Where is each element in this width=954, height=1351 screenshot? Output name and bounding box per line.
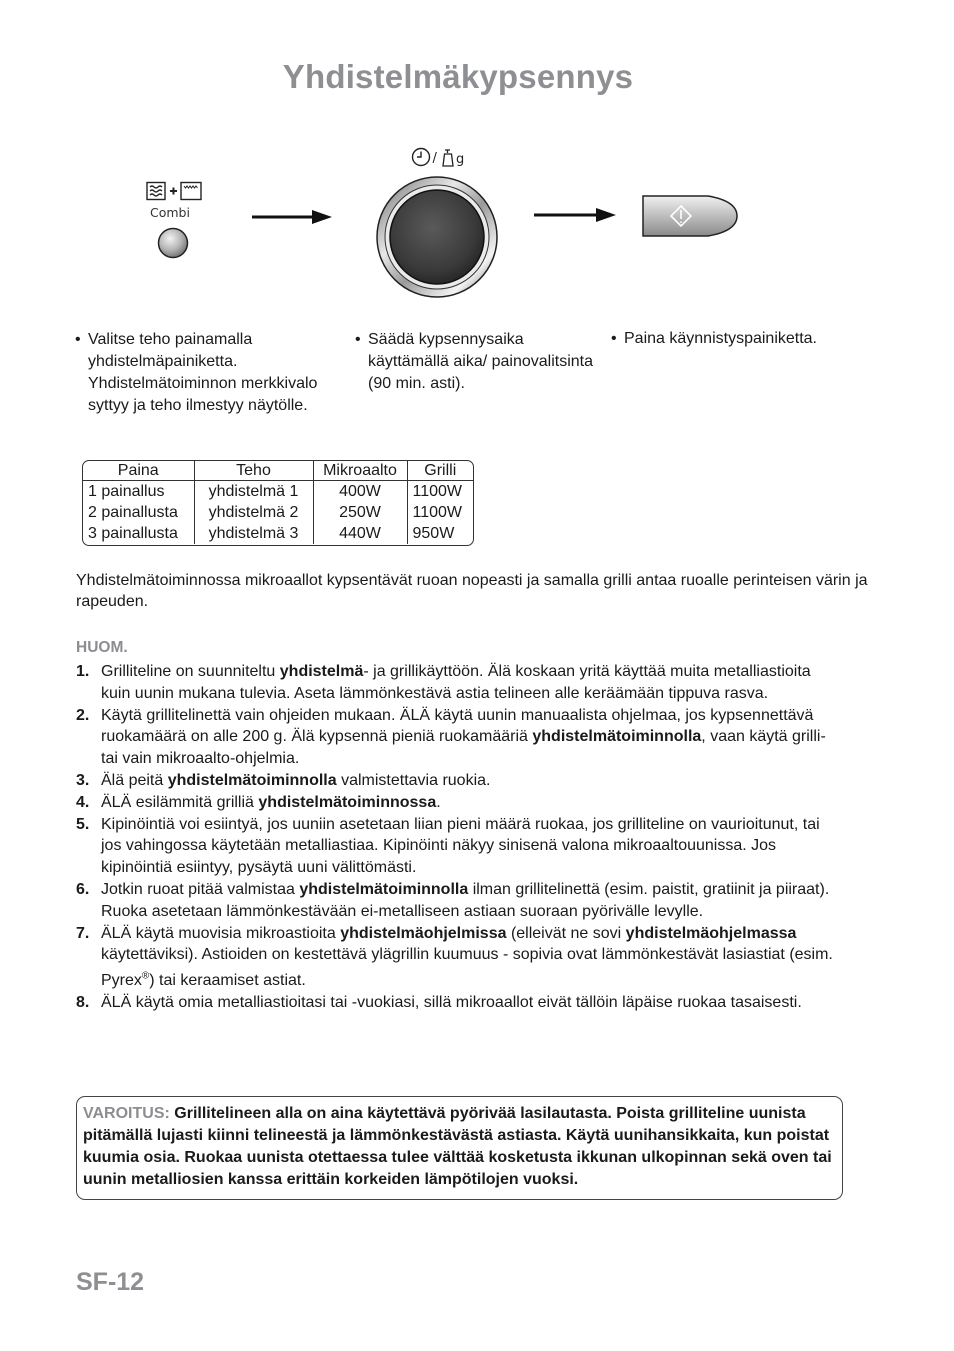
note-text	[101, 994, 802, 1011]
note-fragment: Kipinöintiä voi esiintyä, jos uuniin asetetaan liian pieni määrä ruokaa, jos grilliteline on vaurioitunut, tai jos vahingossa käytetään metalliastiaa. Kipinöinti näkyy sinisenä valona mikroaaltouunissa. Jos kipinöintiä esiintyy, pysäytä uuni välittömästi.	[101, 815, 820, 877]
note-fragment: , vaan käytä grilli- tai vain mikroaalto-ohjelmia.	[101, 728, 826, 768]
timer-weight-icon	[408, 146, 470, 168]
note-emphasis: yhdistelmä	[279, 663, 364, 680]
table-header-row	[83, 461, 473, 481]
instruction-3	[611, 328, 861, 350]
instruction-text: Säädä kypsennysaika käyttämällä aika/ painovalitsinta (90 min. asti).	[368, 331, 594, 392]
note-fragment: .	[436, 793, 441, 811]
note-item	[76, 814, 844, 879]
note-emphasis: yhdistelmäohjelmissa	[340, 924, 507, 942]
note-item	[76, 770, 844, 792]
column-header: Paina	[83, 461, 194, 481]
note-number: 4.	[76, 793, 90, 811]
note-text	[101, 663, 811, 702]
warning-text: Grillitelineen alla on aina käytettävä pyörivää lasilautasta. Poista grilliteline uunista pitämällä lujasti kiinni telineestä ja lämmönkestävästä astiasta. Käytä uunihansikkaita, kun poistat kuumia osia. Ruokaa uunista otettaessa tulee välttää kosketusta ikkunan ulkopinnan sekä oven tai uunin metalliosien kanssa erittäin korkeiden lämpötilojen vuoksi.	[83, 1105, 832, 1188]
note-fragment: ) tai keraamiset astiat.	[149, 972, 306, 990]
table-cell: 1100W	[407, 502, 473, 523]
arrow-right-icon	[252, 207, 332, 227]
intro-paragraph: Yhdistelmätoiminnossa mikroaallot kypsentävät ruoan nopeasti ja samalla grilli antaa ruoalle perinteisen värin ja rapeuden.	[76, 572, 868, 610]
note-fragment: ÄLÄ käytä muovisia mikroastioita	[101, 924, 341, 942]
table-cell: 250W	[313, 502, 407, 523]
warning-label: VAROITUS:	[83, 1105, 170, 1122]
dial-icon-unit: g	[456, 152, 465, 167]
bullet: •	[611, 330, 617, 347]
table-cell: yhdistelmä 3	[194, 523, 313, 544]
instruction-text: Valitse teho painamalla yhdistelmäpainiketta. Yhdistelmätoiminnon merkkivalo syttyy ja teho ilmestyy näytölle.	[88, 331, 318, 414]
microwave-grill-icon	[146, 181, 206, 201]
instruction-text: Paina käynnistyspainiketta.	[624, 330, 817, 347]
note-text	[101, 925, 833, 990]
combi-button[interactable]	[157, 227, 189, 259]
note-emphasis: yhdistelmätoiminnolla	[299, 880, 469, 898]
table-row	[83, 502, 473, 523]
time-weight-dial[interactable]	[374, 175, 500, 299]
column-header: Mikroaalto	[313, 461, 407, 481]
notes-list	[76, 661, 844, 1014]
page-title: Yhdistelmäkypsennys	[282, 58, 634, 95]
note-fragment: valmistettavia ruokia.	[336, 771, 491, 789]
arrow-right-icon	[534, 205, 616, 225]
note-number: 1.	[76, 663, 90, 680]
note-fragment: Älä peitä	[101, 771, 168, 789]
start-button[interactable]	[640, 193, 740, 239]
combi-label: Combi	[150, 205, 190, 220]
note-emphasis: yhdistelmäohjelmassa	[625, 924, 797, 942]
note-fragment: ÄLÄ esilämmitä grilliä	[101, 793, 259, 811]
note-number: 8.	[76, 994, 90, 1012]
table-row	[83, 523, 473, 544]
note-text	[101, 772, 490, 789]
table-cell: 1100W	[407, 481, 473, 503]
note-item	[76, 923, 844, 993]
note-item	[76, 992, 844, 1014]
note-fragment: ÄLÄ käytä omia metalliastioitasi tai -vuokiasi, sillä mikroaallot eivät tällöin läpäise ruokaa tasaisesti.	[101, 994, 802, 1012]
note-number: 3.	[76, 771, 90, 789]
note-text	[101, 816, 820, 877]
note-fragment: Jotkin ruoat pitää valmistaa	[101, 880, 300, 898]
note-fragment: ®	[141, 971, 150, 983]
instruction-1	[75, 329, 355, 417]
table-cell: 1 painallus	[88, 483, 165, 500]
table-cell: 400W	[313, 481, 407, 503]
note-item	[76, 879, 844, 923]
note-fragment: Grilliteline on suunniteltu	[101, 663, 280, 680]
note-emphasis: yhdistelmätoiminnolla	[532, 728, 702, 746]
power-table	[82, 460, 474, 546]
note-number: 7.	[76, 924, 90, 942]
bullet: •	[355, 331, 361, 348]
column-header: Grilli	[407, 461, 473, 481]
note-fragment: käytettäviksi). Astioiden on kestettävä ylägrillin kuumuus - sopivia ovat lämmönkestävät lasiastiat (esim. Pyrex	[101, 946, 833, 990]
note-number: 6.	[76, 880, 90, 898]
note-text	[101, 794, 441, 811]
note-fragment: (elleivät ne sovi	[506, 924, 626, 942]
notes-heading: HUOM.	[76, 639, 128, 656]
note-text	[101, 881, 829, 920]
note-emphasis: yhdistelmätoiminnossa	[258, 793, 437, 811]
note-number: 2.	[76, 706, 90, 724]
table-cell: 3 painallusta	[88, 525, 178, 542]
note-item	[76, 792, 844, 814]
table-cell: 440W	[313, 523, 407, 544]
note-fragment: - ja grillikäyttöön. Älä koskaan yritä käyttää muita metalliastioita kuin uunin mukana tulevia. Aseta lämmönkestävä astia telineen alle keräämään tippuva rasva.	[101, 663, 811, 702]
page-number: SF-12	[76, 1268, 145, 1296]
column-header: Teho	[194, 461, 313, 481]
note-item	[76, 705, 844, 770]
instruction-2	[355, 329, 605, 395]
note-item	[76, 661, 844, 705]
note-emphasis: yhdistelmätoiminnolla	[167, 771, 337, 789]
bullet: •	[75, 331, 81, 348]
table-cell: yhdistelmä 2	[194, 502, 313, 523]
note-number: 5.	[76, 815, 90, 833]
table-cell: 950W	[407, 523, 473, 544]
dial-icon-separator: /	[432, 151, 437, 166]
note-fragment: Käytä grillitelinettä vain ohjeiden mukaan. ÄLÄ käytä uunin manuaalista ohjelmaa, jos kypsennettävä ruokamäärä on alle 200 g. Älä kypsennä pieniä ruokamääriä	[101, 706, 814, 746]
note-fragment: ilman grillitelinettä (esim. paistit, gratiinit ja piiraat). Ruoka asetetaan lämmönkestävään ei-metalliseen astiaan suoraan pyörivälle levylle.	[101, 880, 830, 920]
note-text	[101, 707, 826, 768]
table-row	[83, 481, 473, 503]
table-cell: yhdistelmä 1	[194, 481, 313, 503]
table-cell: 2 painallusta	[88, 504, 178, 521]
warning-box	[76, 1096, 843, 1200]
